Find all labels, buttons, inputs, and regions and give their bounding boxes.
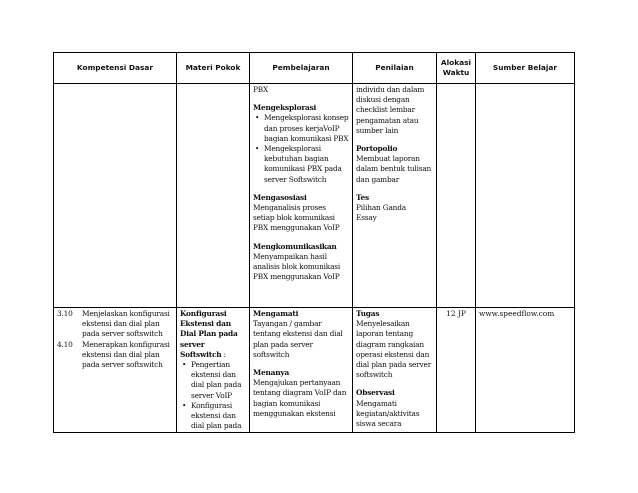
- observasi-title: Observasi: [356, 388, 395, 398]
- asosiasi-title: Mengasosiasi: [253, 192, 307, 202]
- header-kompetensi-dasar: Kompetensi Dasar: [54, 53, 177, 84]
- header-pembelajaran: Pembelajaran: [250, 53, 353, 84]
- cell-penilaian: Tugas Menyelesaikan laporan tentang diagram rangkaian operasi ekstensi dan dial plan pada server softswitch Observasi Mengamati kegiatan/aktivitas siswa secara: [353, 308, 437, 433]
- list-item: • Mengeksplorasi kebutuhan bagian komunikasi PBX pada server Softswitch: [264, 144, 349, 185]
- header-alokasi-waktu: Alokasi Waktu: [437, 53, 476, 84]
- materi-title: Konfigurasi Ekstensi dan Dial Plan pada server: [180, 309, 238, 349]
- cell-alokasi-waktu: 12 JP: [437, 308, 476, 433]
- kd-item: 3.10 Menjelaskan konfigurasi ekstensi dan dial plan pada server softswitch: [57, 309, 170, 339]
- cell-materi-pokok: [177, 84, 250, 308]
- header-penilaian: Penilaian: [353, 53, 437, 84]
- cell-sumber-belajar: [476, 84, 575, 308]
- cell-kompetensi-dasar: [54, 84, 177, 308]
- amati-title: Mengamati: [253, 309, 299, 318]
- table-row: [54, 308, 575, 433]
- kd-item: 4.10 Menerapkan konfigurasi ekstensi dan dial plan pada server softswitch: [57, 339, 170, 370]
- portopolio-title: Portopolio: [356, 144, 398, 154]
- header-materi-pokok: Materi Pokok: [177, 53, 250, 84]
- list-item: • Mengeksplorasi konsep dan proses kerjaVoIP bagian komunikasi PBX: [264, 113, 349, 144]
- materi-list: [180, 360, 246, 431]
- cell-pembelajaran: PBX Mengeksplorasi • Mengeksplorasi konsep dan proses kerjaVoIP bagian komunikasi PBX • Mengeksplorasi kebutuhan bagian komunikasi PBX pada server Softswitch Mengasosiasi Menganalisis proses setiap blok komunikasi PBX menggunakan VoIP Mengkomunikasikan Menyampaikan hasil analisis blok komunikasi PBX menggunakan VoIP: [250, 84, 353, 308]
- eksplorasi-list: [253, 113, 349, 184]
- silabus-table: [53, 52, 575, 433]
- header-row: [54, 53, 575, 84]
- materi-sub: Softswitch: [180, 349, 222, 359]
- cell-penilaian: individu dan dalam diskusi dengan checklist lembar pengamatan atau sumber lain Portopolio Membuat laporan dalam bentuk tulisan dan gambar Tes Pilihan Ganda Essay: [353, 84, 437, 308]
- cell-sumber-belajar: www.speedflow.com: [476, 308, 575, 433]
- table-row: [54, 84, 575, 308]
- cell-alokasi-waktu: [437, 84, 476, 308]
- cell-materi-pokok: Konfigurasi Ekstensi dan Dial Plan pada server Softswitch : • Pengertian ekstensi dan dial plan pada server VoIP • Konfigurasi ekstensi dan dial plan pada: [177, 308, 250, 433]
- eksplorasi-title: Mengeksplorasi: [253, 103, 317, 113]
- tes-title: Tes: [356, 192, 369, 202]
- tugas-title: Tugas: [356, 309, 380, 318]
- cell-kompetensi-dasar: [54, 308, 177, 433]
- list-item: • Pengertian ekstensi dan dial plan pada server VoIP: [191, 360, 246, 401]
- list-item: • Konfigurasi ekstensi dan dial plan pada: [191, 401, 246, 432]
- tanya-title: Menanya: [253, 368, 290, 378]
- komunikasi-title: Mengkomunikasikan: [253, 241, 337, 251]
- header-sumber-belajar: Sumber Belajar: [476, 53, 575, 84]
- cell-pembelajaran: Mengamati Tayangan / gambar tentang ekstensi dan dial plan pada server softswitch Menanya Mengajukan pertanyaan tentang diagram VoIP dan bagian komunikasi menggunakan ekstensi: [250, 308, 353, 433]
